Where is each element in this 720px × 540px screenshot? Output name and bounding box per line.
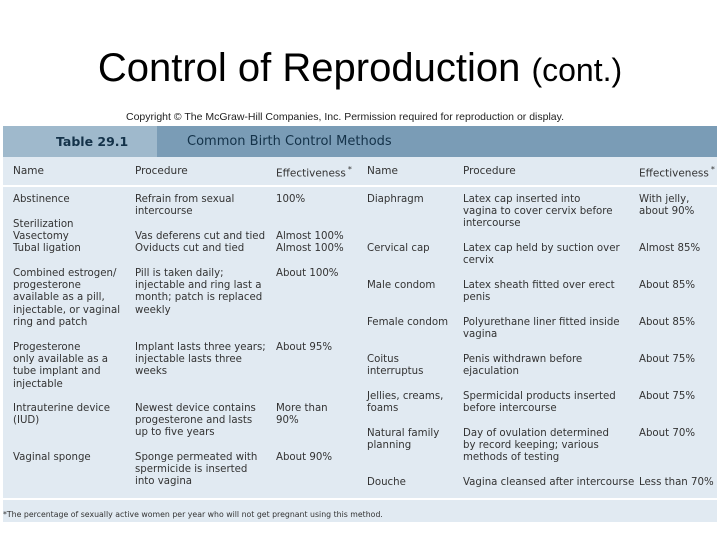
- column-header-name-right: Name: [367, 165, 398, 177]
- method-name: Abstinence: [13, 194, 70, 205]
- method-procedure: Newest device contains progesterone and lasts up to five years: [135, 403, 256, 439]
- method-effectiveness: About 75%: [639, 354, 696, 365]
- method-procedure: Implant lasts three years; injectable lasts three weeks: [135, 342, 266, 378]
- copyright-notice: Copyright © The McGraw-Hill Companies, Inc. Permission required for reproduction or display.: [126, 111, 565, 123]
- method-effectiveness: About 90%: [276, 452, 333, 463]
- method-name: Female condom: [367, 317, 448, 328]
- method-procedure: Latex cap held by suction over cervix: [463, 243, 620, 267]
- method-name: Combined estrogen/ progesterone available as a pill, injectable, or vaginal ring and patch: [13, 268, 121, 328]
- method-effectiveness: 100%: [276, 194, 306, 205]
- column-header-procedure-right: Procedure: [463, 165, 516, 177]
- method-name: Vaginal sponge: [13, 452, 91, 463]
- column-header-procedure-left: Procedure: [135, 165, 188, 177]
- header-divider: [3, 185, 717, 187]
- method-procedure: Penis withdrawn before ejaculation: [463, 354, 583, 378]
- method-effectiveness: Almost 100% Almost 100%: [276, 231, 344, 255]
- slide-title-suffix: (cont.): [531, 52, 623, 88]
- method-procedure: Vagina cleansed after intercourse: [463, 477, 635, 488]
- method-name: Jellies, creams, foams: [367, 391, 444, 415]
- slide-title-main: Control of Reproduction: [97, 46, 521, 90]
- method-name: Coitus interruptus: [367, 354, 424, 378]
- slide-title: [0, 42, 720, 96]
- method-effectiveness: More than 90%: [276, 403, 328, 427]
- method-name: Natural family planning: [367, 428, 440, 452]
- column-header-effectiveness-left: [276, 165, 352, 180]
- method-name: Progesterone only available as a tube implant and injectable: [13, 342, 109, 390]
- method-procedure: Day of ovulation determined by record keeping; various methods of testing: [463, 428, 609, 464]
- method-name: Cervical cap: [367, 243, 430, 254]
- table-header-bar: [3, 126, 717, 157]
- method-procedure: Vas deferens cut and tied Oviducts cut and tied: [135, 231, 266, 255]
- method-procedure: Pill is taken daily; injectable and ring last a month; patch is replaced weekly: [135, 268, 263, 316]
- table-footnote: *The percentage of sexually active women per year who will not get pregnant using this method.: [3, 510, 383, 519]
- method-name: Douche: [367, 477, 406, 488]
- table-caption: Common Birth Control Methods: [187, 134, 392, 149]
- method-procedure: Latex cap inserted into vagina to cover cervix before intercourse: [463, 194, 613, 230]
- method-effectiveness: About 85%: [639, 280, 696, 291]
- method-name: Diaphragm: [367, 194, 424, 205]
- method-name: Male condom: [367, 280, 436, 291]
- table-bottom-divider: [3, 498, 717, 500]
- method-procedure: Sponge permeated with spermicide is inserted into vagina: [135, 452, 258, 488]
- method-effectiveness: Less than 70%: [639, 477, 714, 488]
- effectiveness-label: Effectiveness: [639, 167, 709, 180]
- method-effectiveness: About 95%: [276, 342, 333, 353]
- method-procedure: Polyurethane liner fitted inside vagina: [463, 317, 620, 341]
- footnote-marker: *: [347, 165, 352, 174]
- method-procedure: Latex sheath fitted over erect penis: [463, 280, 615, 304]
- method-effectiveness: About 85%: [639, 317, 696, 328]
- method-effectiveness: Almost 85%: [639, 243, 701, 254]
- effectiveness-label: Effectiveness: [276, 167, 346, 180]
- column-header-effectiveness-right: [639, 165, 715, 180]
- method-procedure: Refrain from sexual intercourse: [135, 194, 235, 218]
- birth-control-table: [3, 126, 717, 522]
- method-effectiveness: With jelly, about 90%: [639, 194, 695, 218]
- method-effectiveness: About 70%: [639, 428, 696, 439]
- table-number: Table 29.1: [3, 126, 157, 157]
- method-procedure: Spermicidal products inserted before intercourse: [463, 391, 616, 415]
- method-name: Sterilization Vasectomy Tubal ligation: [13, 219, 81, 255]
- method-effectiveness: About 100%: [276, 268, 339, 279]
- column-header-name-left: Name: [13, 165, 44, 177]
- footnote-marker: *: [710, 165, 715, 174]
- method-effectiveness: About 75%: [639, 391, 696, 402]
- method-name: Intrauterine device (IUD): [13, 403, 111, 427]
